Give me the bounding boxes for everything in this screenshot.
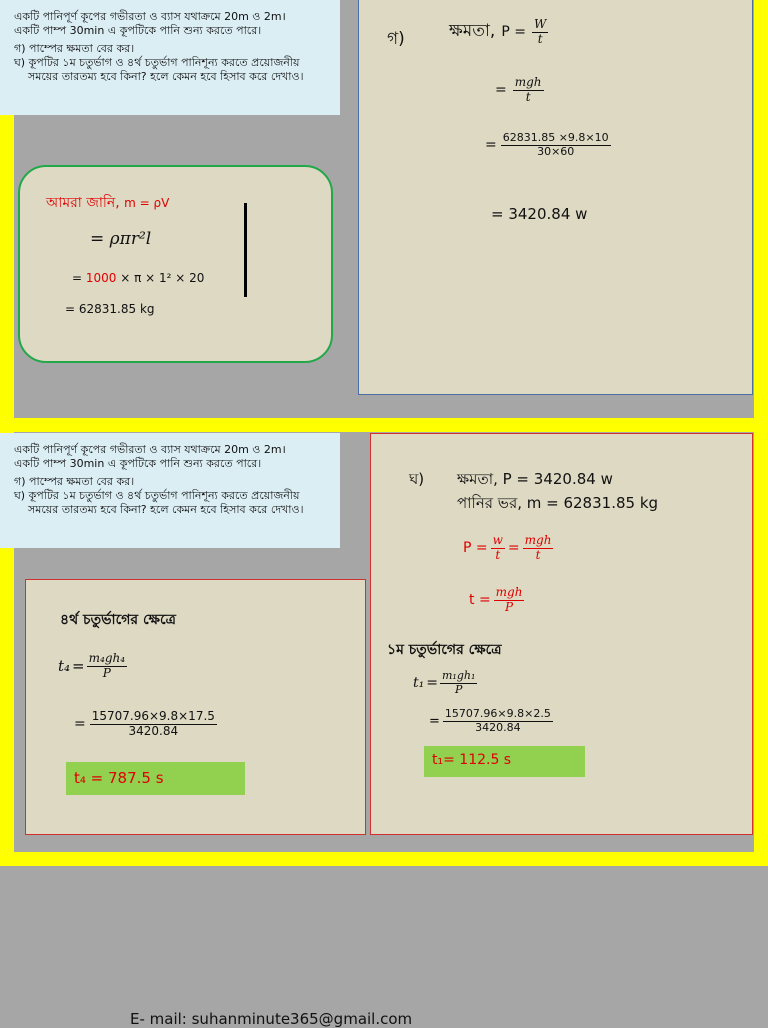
frac-t-red: $\frac{\text{mgh}}{P}$ — [495, 585, 523, 614]
frac-power-values: $\frac{62831.85 \times 9.8\times 10}{30\times 60}$ — [502, 131, 609, 158]
power-word: ক্ষমতা, — [449, 21, 496, 42]
frac-t1-values: $\frac{15707.96\times 9.8\times 2.5}{3420.84}$ — [444, 707, 551, 734]
gha-mass-line: পানির ভর, m = 62831.85 kg — [457, 494, 659, 512]
question-line-2: একটি পাম্প 30min এ কূপটিকে পানি শুন্য করতে পারে। — [14, 24, 262, 37]
question-box-bottom — [0, 433, 340, 548]
p-equals: P = — [501, 24, 526, 41]
t4-result-box — [66, 762, 245, 795]
mass-step-3: = 62831.85 kg — [65, 302, 155, 316]
first-heading: ১ম চতুর্ভাগের ক্ষেত্রে — [387, 642, 502, 658]
part-gha-label: ঘ) — [409, 470, 425, 488]
frac-mgh-t-red: $\frac{\text{mgh}}{t}$ — [524, 533, 552, 562]
t1-label: t₁ — [413, 675, 425, 692]
mass-step-1: = ρπr²l — [90, 229, 152, 249]
mass-m-eq: m = ρV — [124, 196, 170, 210]
question-ga: গ) পাম্পের ক্ষমতা বের কর। — [14, 42, 135, 55]
frac-w-over-t: $\frac{W}{t}$ — [533, 17, 547, 46]
frac-mgh-over-t: $\frac{\text{mgh}}{t}$ — [514, 75, 542, 104]
footer-email: E- mail: suhanminute365@gmail.com — [130, 1010, 413, 1028]
mass-step-2: = 1000 × π × 1² × 20 — [72, 271, 205, 285]
density-value: 1000 — [85, 271, 117, 285]
question-ga-b: গ) পাম্পের ক্ষমতা বের কর। — [14, 475, 135, 488]
vertical-divider — [244, 203, 247, 297]
t4-result: t₄ = 787.5 s — [74, 769, 164, 787]
question-gha: ঘ) কূপটির ১ম চতুর্ভাগ ও ৪র্থ চতুর্ভাগ পানিশূন্য করতে প্রয়োজনীয় সময়ের তারতম্য হবে কিনা? হলে কেমন হবে হিসাব করে দেখাও। — [14, 56, 304, 83]
frac-t4-formula: $\frac{\text{m₄gh₄}}{P}$ — [88, 651, 126, 680]
question-line-2-b: একটি পাম্প 30min এ কূপটিকে পানি শুন্য করতে পারে। — [14, 457, 262, 470]
question-line-1: একটি পানিপূর্ণ কূপের গভীরতা ও ব্যাস যথাক্রমে 20m ও 2m। — [14, 10, 286, 23]
frac-w-t-red: $\frac{w}{t}$ — [492, 533, 503, 562]
fourth-heading: ৪র্থ চতুর্ভাগের ক্ষেত্রে — [60, 612, 176, 628]
power-result: = 3420.84 w — [491, 205, 588, 223]
part-ga-card: গ) ক্ষমতা, P = $\frac{W}{t}$ = $\frac{\text{mgh}}{t}$ = $\frac{62831.85 \times 9.8\times 10}{30\times 60}$ = 3420.84 w — [358, 0, 753, 395]
t1-result: t₁= 112.5 s — [432, 752, 512, 768]
t4-label: t₄ — [58, 657, 71, 676]
mass-card — [18, 165, 333, 363]
part-ga-label: গ) — [387, 29, 405, 49]
part-gha-card: ঘ) ক্ষমতা, P = 3420.84 w পানির ভর, m = 62831.85 kg P = $\frac{w}{t}$ = $\frac{\text{mgh}}{t}$ t = $\frac{\text{mgh}}{P}$ ১ম চতুর্ভাগের ক্ষেত্রে t₁ = $\frac{\text{m₁gh₁}}{P}$ = $\frac{15707.96\times 9.8\times 2.5}{3420.84}$ t₁= 112.5 s — [370, 433, 753, 835]
gha-power-line: ক্ষমতা, P = 3420.84 w — [457, 470, 613, 488]
mass-heading: আমরা জানি, — [46, 195, 120, 211]
question-gha-b: ঘ) কূপটির ১ম চতুর্ভাগ ও ৪র্থ চতুর্ভাগ পানিশূন্য করতে প্রয়োজনীয় সময়ের তারতম্য হবে কিনা? হলে কেমন হবে হিসাব করে দেখাও। — [14, 489, 304, 516]
t1-result-box — [424, 746, 585, 777]
question-line-1-b: একটি পানিপূর্ণ কূপের গভীরতা ও ব্যাস যথাক্রমে 20m ও 2m। — [14, 443, 286, 456]
frac-t1-formula: $\frac{\text{m₁gh₁}}{P}$ — [441, 669, 476, 696]
frac-t4-values: $\frac{15707.96\times 9.8\times 17.5}{3420.84}$ — [91, 709, 215, 738]
question-box-top — [0, 0, 340, 115]
fourth-quarter-card: ৪র্থ চতুর্ভাগের ক্ষেত্রে t₄ = $\frac{\text{m₄gh₄}}{P}$ = $\frac{15707.96\times 9.8\times 17.5}{3420.84}$ t₄ = 787.5 s — [25, 579, 366, 835]
